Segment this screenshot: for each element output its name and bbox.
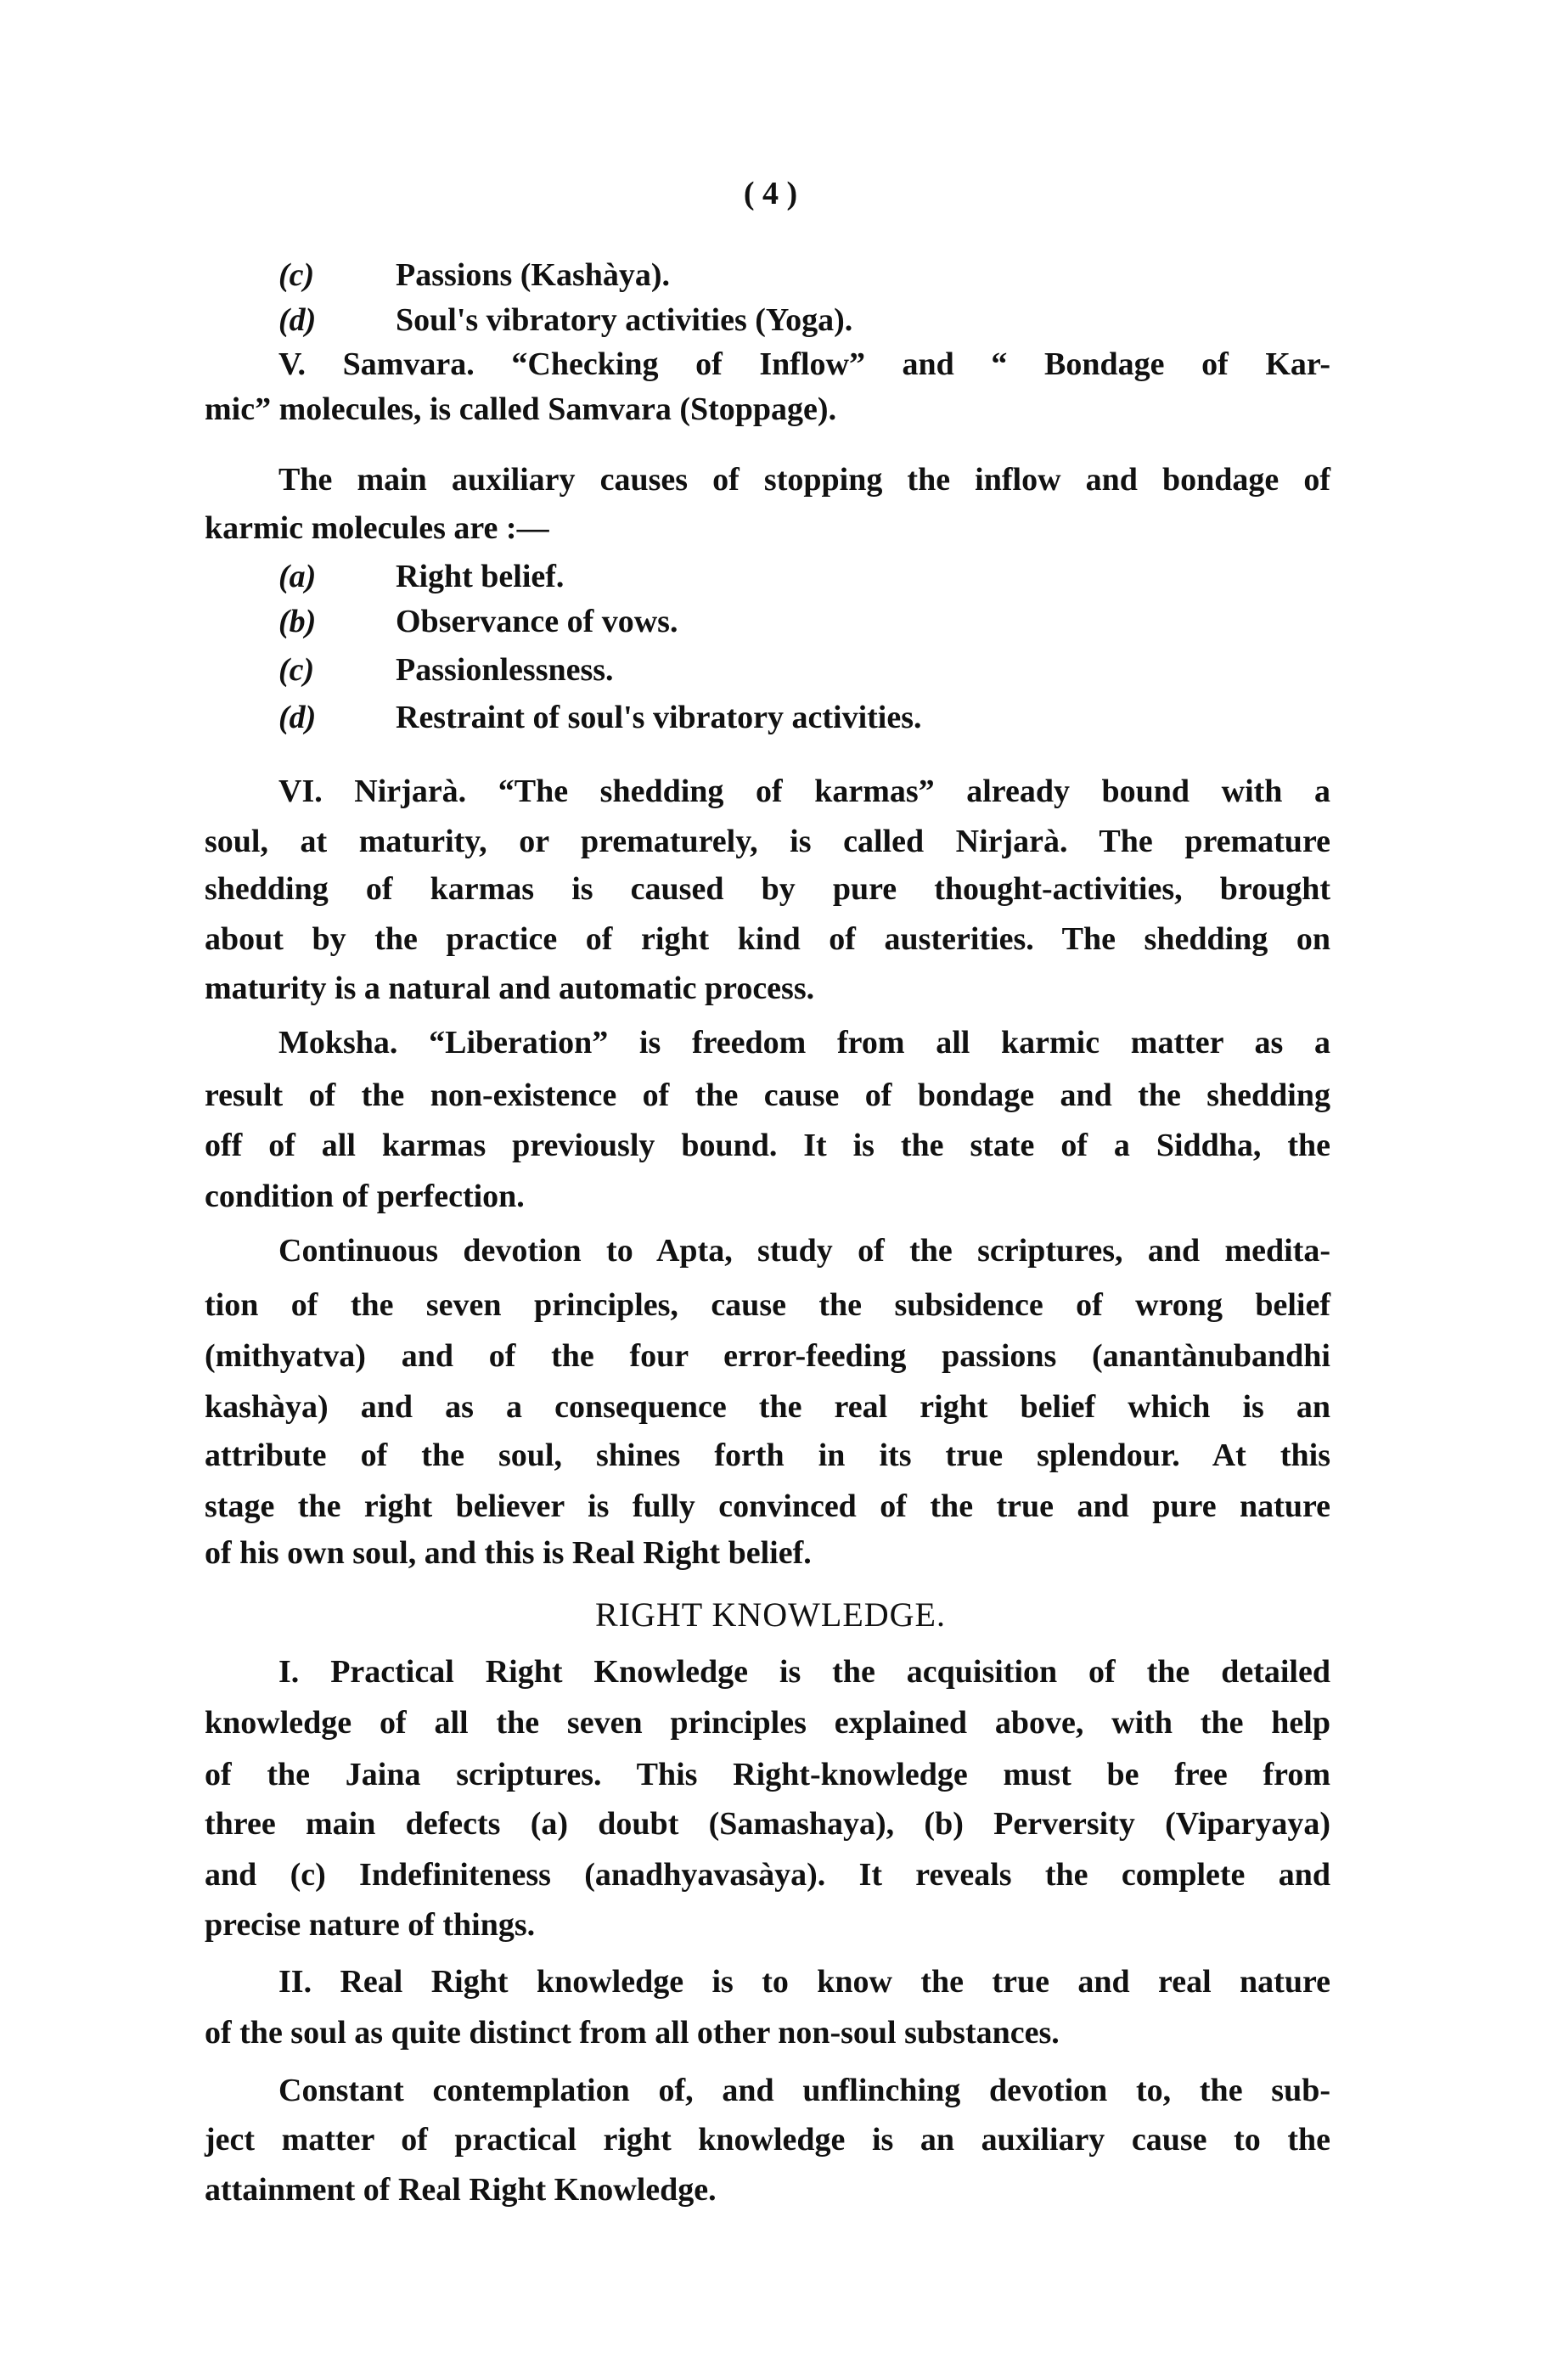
samvara-line: mic” molecules, is called Samvara (Stoppage). bbox=[205, 391, 837, 427]
contemplation-line: ject matter of practical right knowledge is an auxiliary cause to the bbox=[205, 2122, 1330, 2158]
moksha-line: off of all karmas previously bound. It is the state of a Siddha, the bbox=[205, 1128, 1330, 1163]
devotion-line: tion of the seven principles, cause the subsidence of wrong belief bbox=[205, 1287, 1330, 1323]
list-item-text: Observance of vows. bbox=[396, 604, 678, 639]
list-item-label: (b) bbox=[278, 604, 317, 639]
devotion-line: Continuous devotion to Apta, study of the scriptures, and medita- bbox=[278, 1233, 1330, 1269]
nirjara-line: shedding of karmas is caused by pure thought-activities, brought bbox=[205, 871, 1330, 907]
section-heading: RIGHT KNOWLEDGE. bbox=[595, 1595, 946, 1634]
real-knowledge-line: of the soul as quite distinct from all other non-soul substances. bbox=[205, 2015, 1060, 2051]
list-item-text: Soul's vibratory activities (Yoga). bbox=[396, 302, 853, 338]
list-item-text: Passionlessness. bbox=[396, 652, 614, 688]
practical-knowledge-line: three main defects (a) doubt (Samashaya), (b) Perversity (Viparyaya) bbox=[205, 1806, 1330, 1842]
list-item-text: Restraint of soul's vibratory activities. bbox=[396, 700, 922, 735]
nirjara-line: about by the practice of right kind of austerities. The shedding on bbox=[205, 921, 1330, 957]
list-item bbox=[278, 651, 614, 689]
nirjara-line: VI. Nirjarà. “The shedding of karmas” already bound with a bbox=[278, 774, 1330, 809]
list-item-label: (d) bbox=[278, 302, 317, 338]
practical-knowledge-line: precise nature of things. bbox=[205, 1907, 536, 1943]
list-item-label: (d) bbox=[278, 700, 317, 735]
contemplation-line: Constant contemplation of, and unflinching devotion to, the sub- bbox=[278, 2073, 1330, 2108]
devotion-line: of his own soul, and this is Real Right belief. bbox=[205, 1535, 812, 1571]
list-item bbox=[278, 256, 670, 294]
causes-intro-line: The main auxiliary causes of stopping the inflow and bondage of bbox=[278, 462, 1330, 498]
devotion-line: stage the right believer is fully convinced of the true and pure nature bbox=[205, 1488, 1330, 1524]
list-item-text: Passions (Kashàya). bbox=[396, 257, 671, 293]
list-item-label: (c) bbox=[278, 257, 315, 293]
real-knowledge-line: II. Real Right knowledge is to know the true and real nature bbox=[278, 1964, 1330, 2000]
practical-knowledge-line: knowledge of all the seven principles explained above, with the help bbox=[205, 1705, 1330, 1741]
list-item-label: (c) bbox=[278, 652, 315, 688]
list-item-label: (a) bbox=[278, 559, 317, 594]
practical-knowledge-line: of the Jaina scriptures. This Right-knowledge must be free from bbox=[205, 1757, 1330, 1792]
devotion-line: (mithyatva) and of the four error-feeding passions (anantànubandhi bbox=[205, 1338, 1330, 1374]
list-item bbox=[278, 699, 922, 736]
list-item bbox=[278, 301, 852, 339]
list-item bbox=[278, 558, 564, 595]
nirjara-line: maturity is a natural and automatic process. bbox=[205, 971, 815, 1006]
devotion-line: kashàya) and as a consequence the real right belief which is an bbox=[205, 1389, 1330, 1425]
moksha-line: Moksha. “Liberation” is freedom from all karmic matter as a bbox=[278, 1025, 1330, 1061]
list-item bbox=[278, 603, 678, 640]
list-item-text: Right belief. bbox=[396, 559, 565, 594]
contemplation-line: attainment of Real Right Knowledge. bbox=[205, 2172, 717, 2208]
nirjara-line: soul, at maturity, or prematurely, is called Nirjarà. The premature bbox=[205, 824, 1330, 859]
page-number: ( 4 ) bbox=[743, 176, 798, 211]
practical-knowledge-line: and (c) Indefiniteness (anadhyavasàya). It reveals the complete and bbox=[205, 1857, 1330, 1893]
samvara-line: V. Samvara. “Checking of Inflow” and “ Bondage of Kar- bbox=[278, 346, 1330, 382]
devotion-line: attribute of the soul, shines forth in its true splendour. At this bbox=[205, 1438, 1330, 1473]
causes-intro-line: karmic molecules are :— bbox=[205, 510, 549, 546]
moksha-line: condition of perfection. bbox=[205, 1179, 525, 1214]
moksha-line: result of the non-existence of the cause of bondage and the shedding bbox=[205, 1077, 1330, 1113]
practical-knowledge-line: I. Practical Right Knowledge is the acquisition of the detailed bbox=[278, 1654, 1330, 1690]
